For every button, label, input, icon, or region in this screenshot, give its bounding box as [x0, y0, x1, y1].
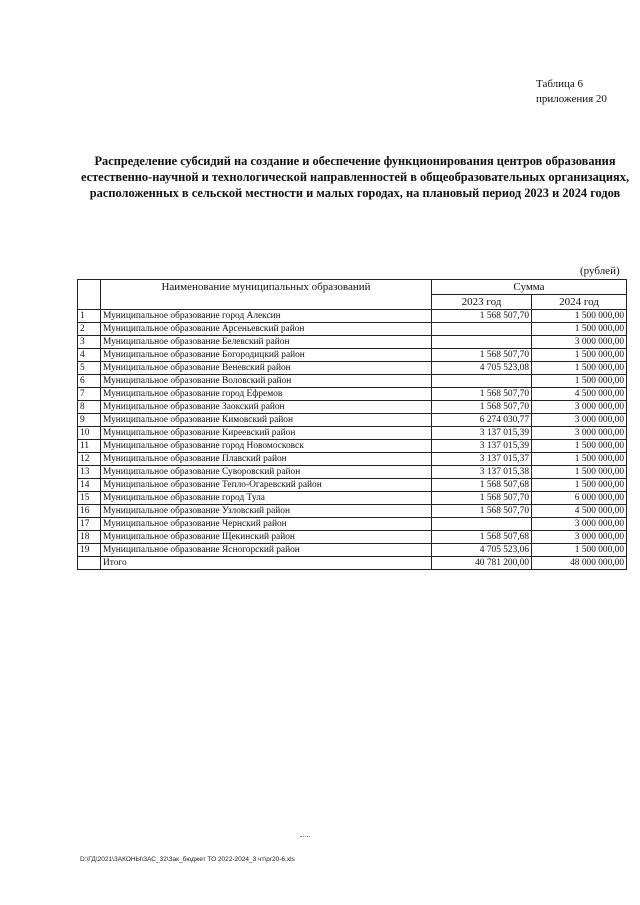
- table-body: [78, 310, 627, 570]
- amount-2024: 3 000 000,00: [532, 427, 627, 440]
- table-row: [78, 492, 627, 505]
- municipality-name: Муниципальное образование Киреевский район: [101, 427, 432, 440]
- amount-2024: 6 000 000,00: [532, 492, 627, 505]
- amount-2023: [432, 336, 532, 349]
- amount-2023: 3 137 015,39: [432, 427, 532, 440]
- municipality-name: Муниципальное образование Арсеньевский район: [101, 323, 432, 336]
- amount-2024: 1 500 000,00: [532, 440, 627, 453]
- amount-2024: 1 500 000,00: [532, 349, 627, 362]
- amount-2024: 1 500 000,00: [532, 466, 627, 479]
- amount-2024: 3 000 000,00: [532, 518, 627, 531]
- amount-2023: 6 274 030,77: [432, 414, 532, 427]
- amount-2024: 4 500 000,00: [532, 388, 627, 401]
- header-row: [78, 280, 627, 295]
- row-number: 18: [78, 531, 101, 544]
- row-number: 13: [78, 466, 101, 479]
- table-label: Таблица 6: [536, 78, 584, 90]
- row-number: 3: [78, 336, 101, 349]
- appendix-label: приложения 20: [536, 93, 607, 105]
- row-number: 7: [78, 388, 101, 401]
- municipality-name: Муниципальное образование Заокский район: [101, 401, 432, 414]
- amount-2023: 4 705 523,06: [432, 544, 532, 557]
- municipality-name: Муниципальное образование Белевский район: [101, 336, 432, 349]
- year-2024-header: 2024 год: [532, 295, 627, 310]
- municipality-name: Муниципальное образование Узловский район: [101, 505, 432, 518]
- row-number: 8: [78, 401, 101, 414]
- row-number: 5: [78, 362, 101, 375]
- amount-2023: 1 568 507,70: [432, 349, 532, 362]
- amount-2024: 1 500 000,00: [532, 323, 627, 336]
- municipality-name: Муниципальное образование Плавский район: [101, 453, 432, 466]
- municipality-name: Муниципальное образование Суворовский район: [101, 466, 432, 479]
- sum-header: Сумма: [432, 280, 627, 295]
- table-row: [78, 414, 627, 427]
- total-row: [78, 557, 627, 570]
- table-row: [78, 336, 627, 349]
- municipality-name: Муниципальное образование Чернский район: [101, 518, 432, 531]
- row-number: 16: [78, 505, 101, 518]
- table-row: [78, 349, 627, 362]
- amount-2024: 3 000 000,00: [532, 414, 627, 427]
- amount-2023: [432, 375, 532, 388]
- table-row: [78, 401, 627, 414]
- amount-2024: 1 500 000,00: [532, 453, 627, 466]
- table-row: [78, 440, 627, 453]
- amount-2023: 1 568 507,70: [432, 505, 532, 518]
- municipality-name: Муниципальное образование город Ефремов: [101, 388, 432, 401]
- document-title: Распределение субсидий на создание и обеспечение функционирования центров образования естественно-научной и технологической направленностей в общеобразовательных организациях, расположенных в сельской местности и малых городах, на плановый период 2023 и 2024 годов: [80, 154, 630, 200]
- amount-2023: 3 137 015,37: [432, 453, 532, 466]
- table-row: [78, 518, 627, 531]
- table-row: [78, 375, 627, 388]
- amount-2024: 3 000 000,00: [532, 401, 627, 414]
- amount-2024: 1 500 000,00: [532, 362, 627, 375]
- municipality-name: Муниципальное образование Тепло-Огаревский район: [101, 479, 432, 492]
- table-row: [78, 544, 627, 557]
- amount-2023: 1 568 507,70: [432, 492, 532, 505]
- amount-2023: 40 781 200,00: [432, 557, 532, 570]
- municipality-name: Муниципальное образование Ясногорский район: [101, 544, 432, 557]
- row-number: [78, 557, 101, 570]
- amount-2023: [432, 323, 532, 336]
- amount-2023: 4 705 523,08: [432, 362, 532, 375]
- table-row: [78, 310, 627, 323]
- row-number: 12: [78, 453, 101, 466]
- municipality-name: Муниципальное образование город Новомосковск: [101, 440, 432, 453]
- row-number: 6: [78, 375, 101, 388]
- amount-2023: [432, 518, 532, 531]
- row-number: 11: [78, 440, 101, 453]
- row-number: 17: [78, 518, 101, 531]
- amount-2024: 48 000 000,00: [532, 557, 627, 570]
- scan-artifact: [300, 836, 310, 839]
- name-header: Наименование муниципальных образований: [101, 280, 432, 310]
- units-label: (рублей): [580, 265, 620, 277]
- table-row: [78, 323, 627, 336]
- table-row: [78, 427, 627, 440]
- municipality-name: Муниципальное образование город Тула: [101, 492, 432, 505]
- row-number: 1: [78, 310, 101, 323]
- subsidy-table: [77, 279, 627, 570]
- amount-2023: 1 568 507,68: [432, 479, 532, 492]
- file-path: D:\ГД\2021\ЗАКОНЫ\ЗАС_32\Зак_бюджет ТО 2022-2024_3 чт\pr20-6.xls: [80, 856, 295, 863]
- row-number: 19: [78, 544, 101, 557]
- amount-2024: 1 500 000,00: [532, 375, 627, 388]
- table-row: [78, 479, 627, 492]
- table-row: [78, 388, 627, 401]
- amount-2023: 1 568 507,70: [432, 401, 532, 414]
- amount-2024: 3 000 000,00: [532, 336, 627, 349]
- amount-2023: 1 568 507,68: [432, 531, 532, 544]
- amount-2024: 4 500 000,00: [532, 505, 627, 518]
- table-row: [78, 453, 627, 466]
- amount-2024: 3 000 000,00: [532, 531, 627, 544]
- municipality-name: Муниципальное образование Воловский район: [101, 375, 432, 388]
- municipality-name: Муниципальное образование Богородицкий район: [101, 349, 432, 362]
- number-header: [78, 280, 101, 310]
- amount-2023: 1 568 507,70: [432, 310, 532, 323]
- municipality-name: Муниципальное образование Щекинский район: [101, 531, 432, 544]
- table-row: [78, 466, 627, 479]
- municipality-name: Итого: [101, 557, 432, 570]
- row-number: 4: [78, 349, 101, 362]
- table-row: [78, 531, 627, 544]
- row-number: 14: [78, 479, 101, 492]
- table-row: [78, 362, 627, 375]
- year-2023-header: 2023 год: [432, 295, 532, 310]
- corner-note: [536, 77, 607, 107]
- municipality-name: Муниципальное образование Кимовский район: [101, 414, 432, 427]
- municipality-name: Муниципальное образование город Алексин: [101, 310, 432, 323]
- amount-2023: 3 137 015,39: [432, 440, 532, 453]
- table-row: [78, 505, 627, 518]
- row-number: 9: [78, 414, 101, 427]
- row-number: 10: [78, 427, 101, 440]
- row-number: 2: [78, 323, 101, 336]
- amount-2024: 1 500 000,00: [532, 310, 627, 323]
- municipality-name: Муниципальное образование Веневский район: [101, 362, 432, 375]
- amount-2023: 1 568 507,70: [432, 388, 532, 401]
- amount-2024: 1 500 000,00: [532, 544, 627, 557]
- amount-2024: 1 500 000,00: [532, 479, 627, 492]
- row-number: 15: [78, 492, 101, 505]
- amount-2023: 3 137 015,38: [432, 466, 532, 479]
